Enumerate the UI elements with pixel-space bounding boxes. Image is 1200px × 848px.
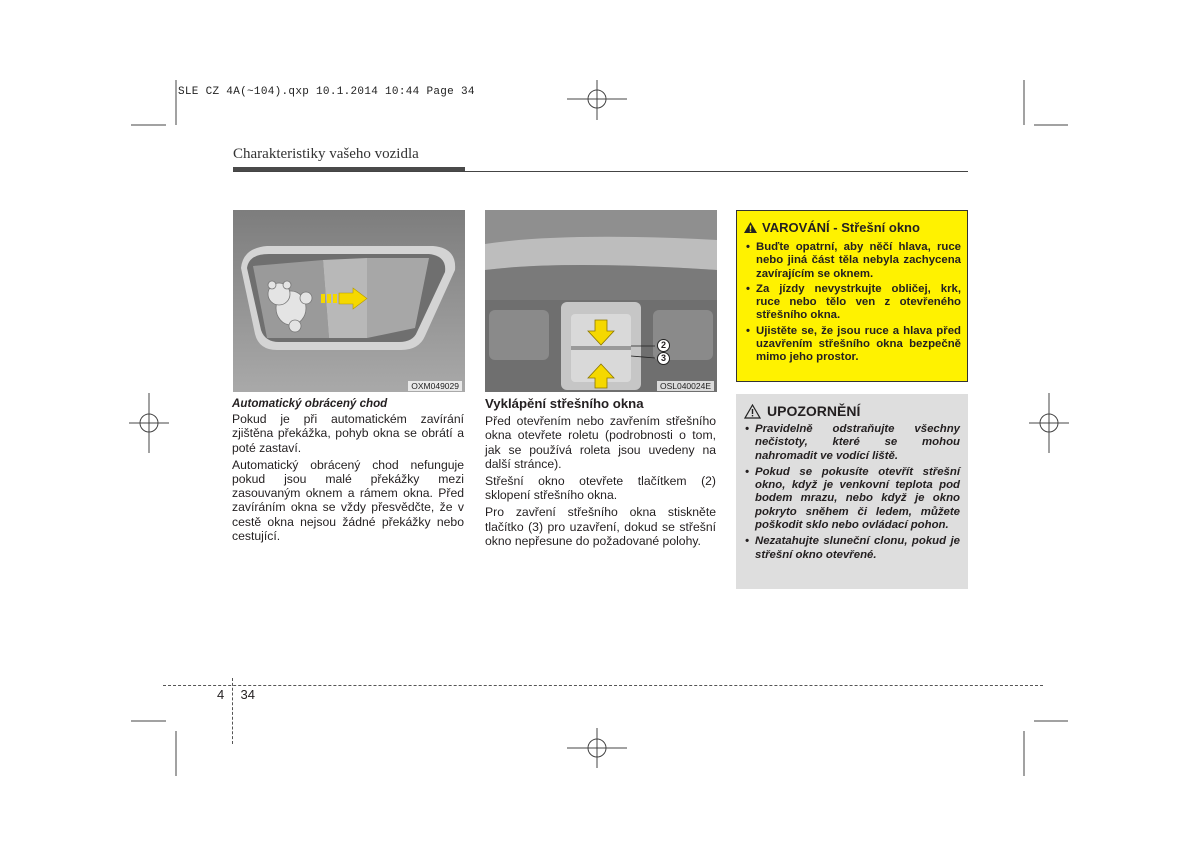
caution-list xyxy=(744,423,960,565)
warning-title: VAROVÁNÍ - Střešní okno xyxy=(762,220,920,235)
page-number-value: 34 xyxy=(240,687,255,702)
sunroof-switch-figure xyxy=(485,210,717,392)
chapter-number: 4 xyxy=(217,687,225,702)
page-header-title: Charakteristiky vašeho vozidla xyxy=(233,146,419,162)
overhead-console-illustration xyxy=(485,210,717,392)
paragraph: Před otevřením nebo zavřením střešního okna otevřete roletu (podrobnosti o tom, jak se používá roleta jsou uvedeny na další stránce). xyxy=(485,414,716,471)
paragraph: Střešní okno otevřete tlačítkem (2) sklopení střešního okna. xyxy=(485,474,716,503)
warning-list xyxy=(745,241,961,367)
header-rule xyxy=(233,171,968,172)
list-item: • Za jízdy nevystrkujte obličej, krk, ruce nebo tělo ven z otevřeného střešního okna. xyxy=(745,283,961,323)
list-item: • Ujistěte se, že jsou ruce a hlava před uzavřením střešního okna bezpečně mimo jeho prostor. xyxy=(745,325,961,365)
list-item: • Pravidelně odstraňujte všechny nečistoty, které se mohou nahromadit ve vodící liště. xyxy=(744,423,960,463)
figure-code: OXM049029 xyxy=(408,381,462,391)
caution-triangle-icon xyxy=(744,404,761,419)
middle-column xyxy=(485,397,716,551)
figure-code: OSL040024E xyxy=(657,381,714,391)
print-slug: SLE CZ 4A(~104).qxp 10.1.2014 10:44 Page 34 xyxy=(178,86,475,98)
caution-title: UPOZORNĚNÍ xyxy=(767,403,861,419)
list-item: • Buďte opatrní, aby něčí hlava, ruce nebo jiná část těla nebyla zachycena zavírajícím se oknem. xyxy=(745,241,961,281)
footer-dashed-rule xyxy=(163,685,1043,686)
sunroof-illustration xyxy=(233,210,465,392)
page-number xyxy=(217,687,255,702)
section-caption: Automatický obrácený chod xyxy=(232,397,388,410)
paragraph: Pro zavření střešního okna stiskněte tlačítko (3) pro uzavření, dokud se střešní okno nepřesune do požadované polohy. xyxy=(485,505,716,548)
paragraph: Pokud je při automatickém zavírání zjištěna překážka, pohyb okna se obrátí a poté zastaví. xyxy=(232,412,464,455)
left-column xyxy=(232,397,464,546)
sunroof-reverse-figure xyxy=(233,210,465,392)
callout-2: 2 xyxy=(657,339,670,352)
list-item: • Nezatahujte sluneční clonu, pokud je střešní okno otevřené. xyxy=(744,535,960,562)
paragraph: Automatický obrácený chod nefunguje pokud jsou malé překážky mezi zasouvaným oknem a rámem okna. Před zavíráním okna se vždy přesvědčte, že v cestě okna nejsou žádné překážky nebo cestující. xyxy=(232,457,464,543)
section-heading: Vyklápění střešního okna xyxy=(485,396,644,411)
list-item: • Pokud se pokusíte otevřít střešní okno, když je venkovní teplota pod bodem mrazu, nebo když je okno pokryto sněhem či ledem, můžete poškodit sklo nebo ovládací pohon. xyxy=(744,466,960,532)
caution-box xyxy=(736,394,968,589)
callout-3: 3 xyxy=(657,352,670,365)
warning-triangle-icon xyxy=(743,221,758,234)
warning-box xyxy=(736,210,968,382)
